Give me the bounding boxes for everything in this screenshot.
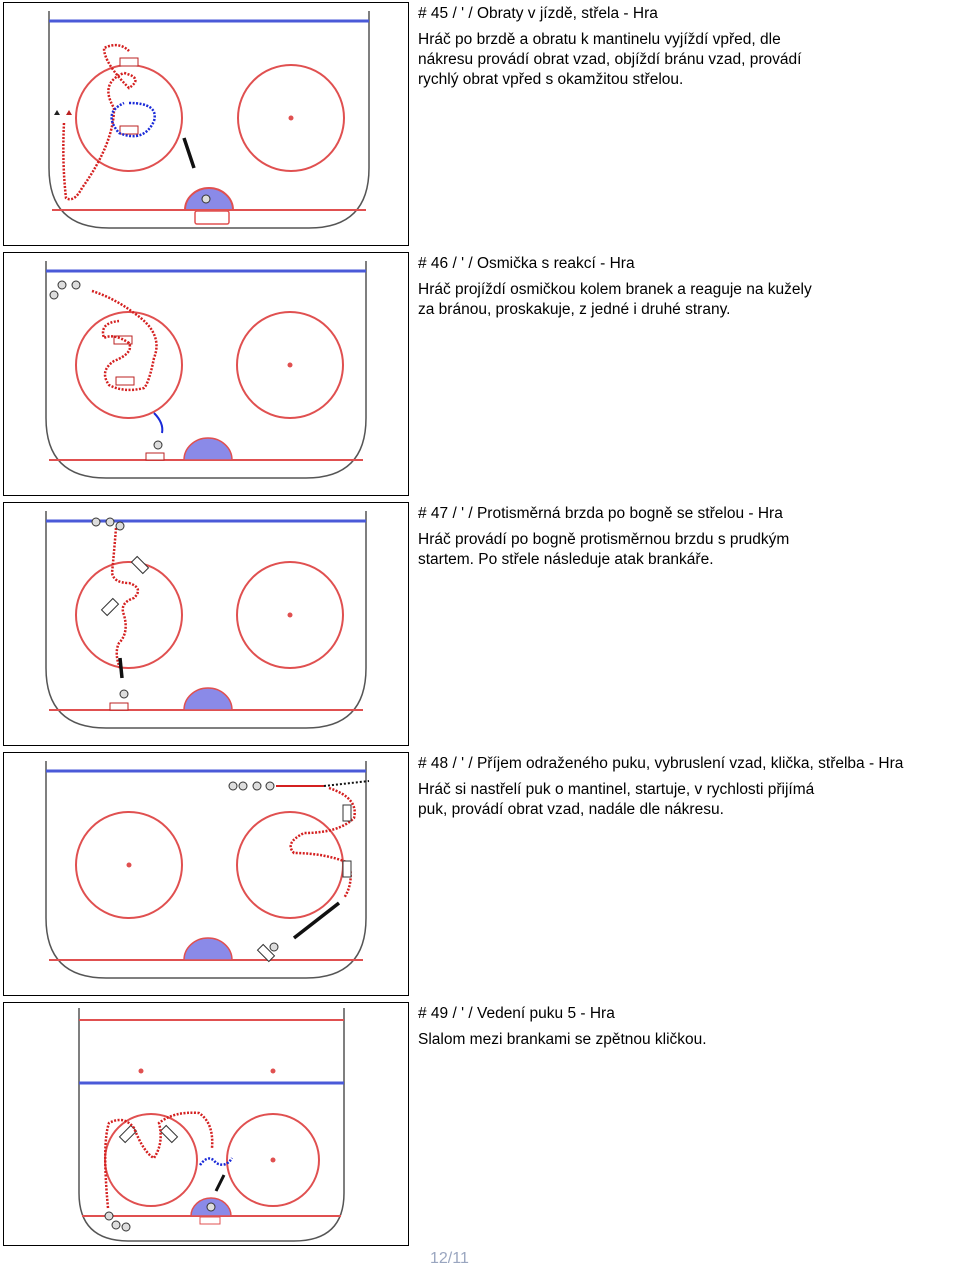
rink-svg <box>4 3 410 247</box>
rink-diagram <box>3 502 409 746</box>
drill-description: Hráč po brzdě a obratu k mantinelu vyjíždí vpřed, dle nákresu provádí obrat vzad, objíždí bránu vzad, provádí rychlý obrat vpřed s okamžitou střelou. <box>418 31 802 88</box>
drill-text <box>418 4 958 90</box>
drill-title: # 47 / ' / Protisměrná brzda po bogně se střelou - Hra <box>418 505 783 522</box>
drill-description: Hráč si nastřelí puk o mantinel, startuje, v rychlosti přijímá puk, provádí obrat vzad, nadále dle nákresu. <box>418 781 815 818</box>
rink-svg <box>4 753 410 997</box>
drill-49 <box>0 1000 960 1250</box>
rink-diagram <box>3 752 409 996</box>
drill-47 <box>0 500 960 750</box>
drill-title: # 48 / ' / Příjem odraženého puku, vybruslení vzad, klička, střelba - Hra <box>418 755 904 772</box>
drill-title: # 45 / ' / Obraty v jízdě, střela - Hra <box>418 5 658 22</box>
drill-description: Hráč projíždí osmičkou kolem branek a reaguje na kužely za bránou, proskakuje, z jedné i druhé strany. <box>418 281 812 318</box>
drill-title: # 46 / ' / Osmička s reakcí - Hra <box>418 255 635 272</box>
page-number: 12/11 <box>430 1250 469 1267</box>
drill-text <box>418 754 958 820</box>
drill-45 <box>0 0 960 250</box>
rink-svg <box>4 503 410 747</box>
drill-text <box>418 254 958 320</box>
drill-text <box>418 1004 958 1050</box>
rink-diagram <box>3 252 409 496</box>
drill-description: Hráč provádí po bogně protisměrnou brzdu s prudkým startem. Po střele následuje atak brankáře. <box>418 531 790 568</box>
drill-description: Slalom mezi brankami se zpětnou kličkou. <box>418 1031 707 1048</box>
rink-diagram <box>3 2 409 246</box>
drill-46 <box>0 250 960 500</box>
rink-svg <box>4 253 410 497</box>
rink-diagram <box>3 1002 409 1246</box>
drill-text <box>418 504 958 570</box>
rink-svg <box>4 1003 410 1247</box>
drill-title: # 49 / ' / Vedení puku 5 - Hra <box>418 1005 615 1022</box>
drill-48 <box>0 750 960 1000</box>
